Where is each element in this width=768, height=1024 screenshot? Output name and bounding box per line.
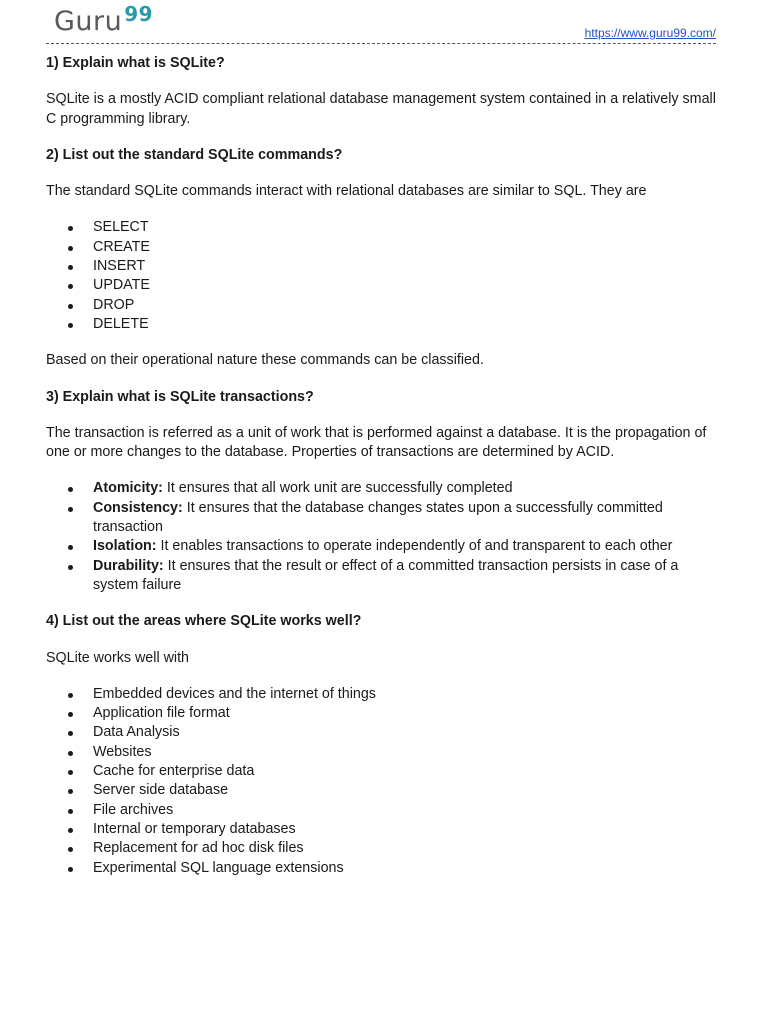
list-item [46,537,718,556]
bullet-icon [68,731,73,736]
guru99-logo [54,2,154,37]
question-1-title: 1) Explain what is SQLite? [46,55,225,71]
list-item [46,859,718,878]
bullet-icon [68,789,73,794]
bullet-icon [68,770,73,775]
list-item [46,704,718,723]
logo-text: Guru [54,6,123,37]
list-item [46,238,718,257]
list-item-text: SELECT [93,219,149,236]
bullet-icon [68,265,73,270]
list-item-text: Cache for enterprise data [93,763,255,780]
bullet-icon [68,847,73,852]
bullet-icon [68,507,73,512]
property-description: It ensures that all work unit are successfully completed [162,480,513,497]
list-item [46,762,718,781]
bullet-icon [68,693,73,698]
list-item [46,499,718,538]
bullet-icon [68,712,73,717]
sqlite-use-cases-list [46,685,718,878]
question-1-answer: SQLite is a mostly ACID compliant relational database management system contained in a relatively small C programming library. [46,91,716,127]
list-item [46,723,718,742]
property-term: Atomicity: [93,480,163,497]
list-item-text: CREATE [93,238,150,255]
list-item-text: DELETE [93,315,149,332]
property-description: It enables transactions to operate independently of and transparent to each other [156,538,673,555]
bullet-icon [68,867,73,872]
property-description: It ensures that the result or effect of a committed transaction persists in case of a system failure [93,557,679,593]
sqlite-commands-list [46,218,718,334]
question-2-intro: The standard SQLite commands interact with relational databases are similar to SQL. They are [46,183,647,200]
bullet-icon [68,565,73,570]
question-4-title: 4) List out the areas where SQLite works well? [46,613,362,630]
list-item [46,839,718,858]
acid-properties-list [46,479,718,595]
list-item-text: Websites [93,743,152,760]
bullet-icon [68,304,73,309]
list-item [46,820,718,839]
bullet-icon [68,545,73,550]
site-link[interactable]: https://www.guru99.com/ [584,26,716,40]
list-item [46,685,718,704]
list-item [46,743,718,762]
bullet-icon [68,284,73,289]
bullet-icon [68,323,73,328]
list-item [46,557,718,596]
bullet-icon [68,226,73,231]
list-item [46,781,718,800]
bullet-icon [68,828,73,833]
list-item-text: Replacement for ad hoc disk files [93,840,304,857]
list-item [46,479,718,498]
bullet-icon [68,751,73,756]
logo-number: 99 [124,2,154,26]
document-content [46,54,718,895]
question-3-title: 3) Explain what is SQLite transactions? [46,388,314,405]
list-item [46,801,718,820]
question-2-title: 2) List out the standard SQLite commands? [46,146,343,163]
question-4-intro: SQLite works well with [46,649,190,666]
page-header [46,4,716,46]
list-item-text: Internal or temporary databases [93,820,296,837]
list-item-text: Embedded devices and the internet of things [93,685,376,702]
bullet-icon [68,246,73,251]
list-item-text: Experimental SQL language extensions [93,859,344,876]
list-item-text: DROP [93,296,135,313]
property-term: Consistency: [93,499,183,516]
property-term: Durability: [93,557,164,574]
list-item-text: Data Analysis [93,724,180,741]
property-description: It ensures that the database changes states upon a successfully committed transaction [93,499,663,536]
header-divider [46,43,716,44]
list-item-text: Server side database [93,782,229,799]
question-2-outro: Based on their operational nature these commands can be classified. [46,352,484,369]
question-3-intro: The transaction is referred as a unit of work that is performed against a database. It is the propagation of one or more changes to the database. Properties of transactions are determined by ACID. [46,424,707,461]
list-item-text: INSERT [93,258,146,275]
list-item [46,218,718,237]
list-item [46,257,718,276]
list-item-text: File archives [93,801,174,818]
list-item [46,276,718,295]
list-item-text: Application file format [93,705,230,722]
list-item [46,296,718,315]
bullet-icon [68,809,73,814]
bullet-icon [68,487,73,492]
list-item [46,315,718,334]
property-term: Isolation: [93,538,157,555]
list-item-text: UPDATE [93,277,150,294]
